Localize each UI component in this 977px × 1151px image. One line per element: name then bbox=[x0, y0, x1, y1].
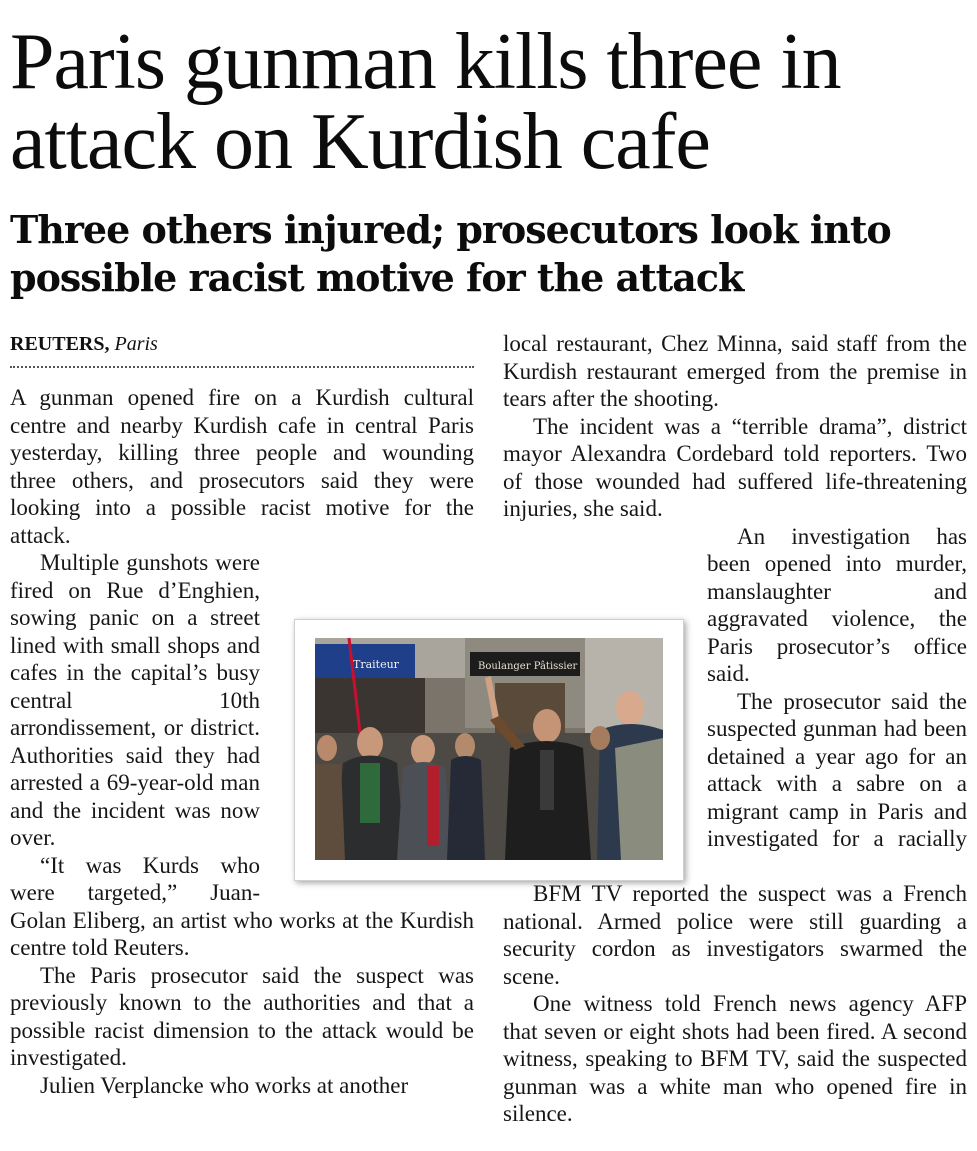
protest-photo-illustration bbox=[315, 638, 663, 860]
headline: Paris gunman kills three in attack on Kurdish cafe bbox=[10, 18, 841, 186]
paragraph: The incident was a “terrible drama”, district mayor Alexandra Cordebard told reporters. Two of those wounded had suffered life-threatening injuries, she said. bbox=[503, 413, 967, 521]
byline-city: Paris bbox=[114, 333, 158, 355]
paragraph-text: An investigation has been opened into murder, manslaughter and aggravated violence, the Paris prosecutor’s office said. bbox=[707, 523, 967, 686]
paragraph: BFM TV reported the suspect was a French national. Armed police were still guarding a security cordon as investigators swarmed the scene. bbox=[503, 881, 967, 989]
shop-sign-traiteur: Traiteur bbox=[353, 658, 399, 671]
shop-sign-boulanger: Boulanger Pâtissier bbox=[478, 661, 578, 672]
subheadline: Three others injured; prosecutors look into possible racist motive for the attack bbox=[10, 207, 891, 300]
paragraph: One witness told French news agency AFP that seven or eight shots had been fired. A second witness, speaking to BFM TV, said the suspected gunman was a white man who opened fire in silence. bbox=[503, 991, 967, 1126]
byline bbox=[10, 332, 474, 368]
news-photo bbox=[315, 638, 663, 860]
paragraph: A gunman opened fire on a Kurdish cultural centre and nearby Kurdish cafe in central Paris yesterday, killing three people and wounding three others, and prosecutors said they were looking into a possible racist motive for the attack. bbox=[10, 385, 474, 548]
paragraph: The prosecutor said the suspected gunman had been detained a year ago for an attack with a sabre on a migrant camp in Paris and investigated for a racially bbox=[707, 688, 967, 851]
news-photo-frame bbox=[294, 619, 684, 881]
paragraph: “It was Kurds who were targeted,” Juan-Golan Eliberg, an artist who works at the Kurdish centre told Reuters. bbox=[10, 852, 474, 960]
paragraph: Julien Verplancke who works at another bbox=[40, 1072, 409, 1098]
paragraph-text: Multiple gunshots were fired on Rue d’Enghien, sowing panic on a street lined with small shops and cafes in the capital’s busy central 10th arrondissement, or district. Authorities said they had arrested a 69-year-old man and the incident was now over. bbox=[10, 550, 260, 850]
byline-agency: REUTERS, bbox=[10, 333, 110, 355]
paragraph: The Paris prosecutor said the suspect was previously known to the authorities and that a possible racist dimension to the attack would be investigated. bbox=[10, 962, 474, 1070]
paragraph: local restaurant, Chez Minna, said staff from the Kurdish restaurant emerged from the premise in tears after the shooting. bbox=[503, 331, 967, 411]
